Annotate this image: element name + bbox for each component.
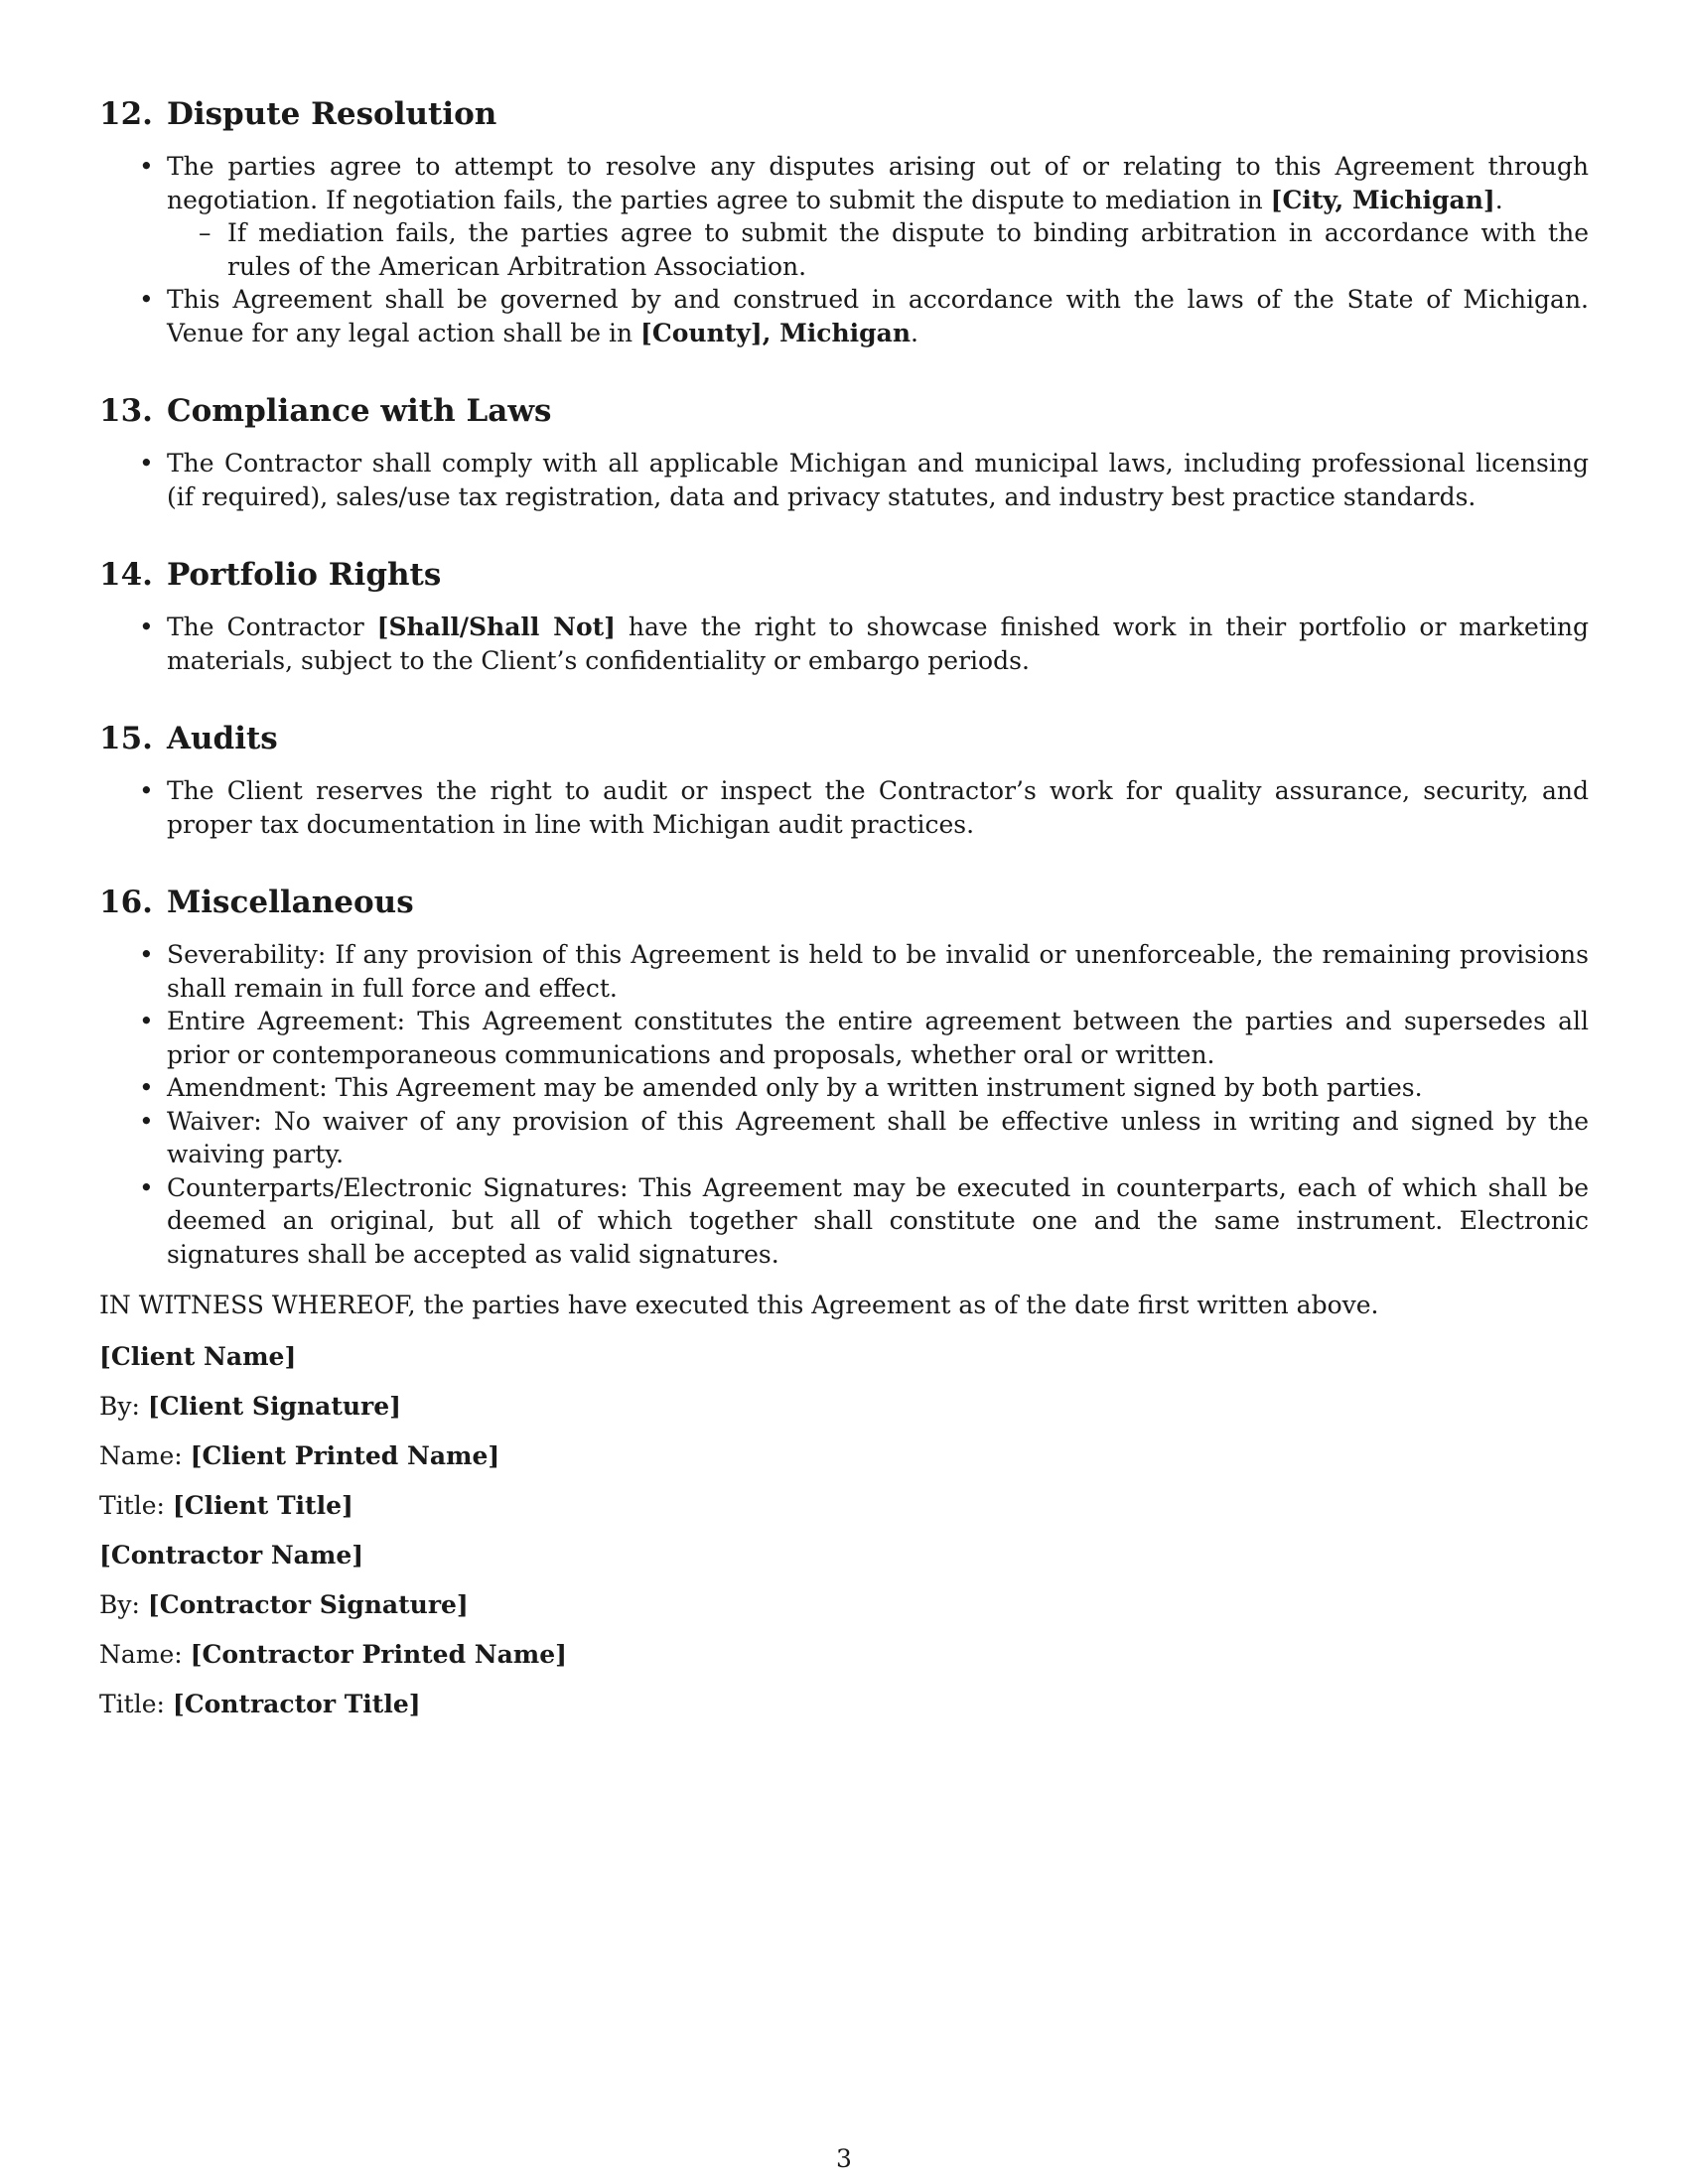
list-item: • Counterparts/Electronic Signatures: This Agreement may be executed in counterparts, each of which shall be deemed an original, but all of which together shall constitute one and the same instrument. Electronic signatures shall be accepted as valid signatures. bbox=[99, 1171, 1589, 1272]
signature-block-contractor bbox=[99, 1539, 1589, 1721]
section-heading bbox=[99, 555, 1589, 595]
sub-list-item: – If mediation fails, the parties agree to submit the dispute to binding arbitration in accordance with the rules of the American Arbitration Association. bbox=[167, 216, 1589, 283]
signature-block-client bbox=[99, 1340, 1589, 1523]
section-title: Audits bbox=[166, 721, 278, 756]
contractor-printed-name-line: Name: [Contractor Printed Name] bbox=[99, 1639, 567, 1669]
section-audits bbox=[99, 719, 1589, 841]
section-dispute-resolution bbox=[99, 94, 1589, 349]
section-heading bbox=[99, 883, 1589, 922]
section-miscellaneous bbox=[99, 883, 1589, 1271]
section-portfolio-rights bbox=[99, 555, 1589, 677]
section-list bbox=[99, 938, 1589, 1271]
contractor-signature-line: By: [Contractor Signature] bbox=[99, 1589, 469, 1619]
section-number: 12. bbox=[99, 96, 153, 132]
section-number: 13. bbox=[99, 393, 153, 429]
placeholder-field: [County], Michigan bbox=[640, 318, 912, 347]
section-title: Portfolio Rights bbox=[166, 557, 442, 593]
section-heading bbox=[99, 719, 1589, 758]
section-number: 15. bbox=[99, 721, 153, 756]
section-heading bbox=[99, 94, 1589, 134]
placeholder-field: [City, Michigan] bbox=[1270, 185, 1495, 214]
client-printed-name-line: Name: [Client Printed Name] bbox=[99, 1440, 500, 1470]
section-title: Dispute Resolution bbox=[166, 96, 497, 132]
document-page bbox=[99, 94, 1589, 1737]
section-title: Miscellaneous bbox=[166, 885, 414, 920]
section-list bbox=[99, 447, 1589, 513]
list-item: • Entire Agreement: This Agreement constitutes the entire agreement between the parties and supersedes all prior or contemporaneous communications and proposals, whether oral or written. bbox=[99, 1005, 1589, 1071]
list-item: • The Contractor shall comply with all applicable Michigan and municipal laws, including professional licensing (if required), sales/use tax registration, data and privacy statutes, and industry best practice standards. bbox=[99, 447, 1589, 513]
section-heading bbox=[99, 391, 1589, 431]
list-item: • Severability: If any provision of this Agreement is held to be invalid or unenforceable, the remaining provisions shall remain in full force and effect. bbox=[99, 938, 1589, 1005]
list-item: • Waiver: No waiver of any provision of this Agreement shall be effective unless in writing and signed by the waiving party. bbox=[99, 1105, 1589, 1171]
section-title: Compliance with Laws bbox=[166, 393, 552, 429]
section-compliance-with-laws bbox=[99, 391, 1589, 513]
witness-clause: IN WITNESS WHEREOF, the parties have executed this Agreement as of the date first written above. bbox=[99, 1291, 1379, 1319]
list-item: • The parties agree to attempt to resolve any disputes arising out of or relating to this Agreement through negotiation. If negotiation fails, the parties agree to submit the dispute to mediation in [City, Michigan]. – If mediation fails, the parties agree to submit the dispute to binding arbitration in accordance with the rules of the American Arbitration Association. bbox=[99, 150, 1589, 283]
section-number: 16. bbox=[99, 885, 153, 920]
list-item: • Amendment: This Agreement may be amended only by a written instrument signed by both parties. bbox=[99, 1071, 1589, 1105]
section-number: 14. bbox=[99, 557, 153, 593]
sub-list bbox=[167, 216, 1589, 283]
contractor-title-line: Title: [Contractor Title] bbox=[99, 1689, 421, 1718]
list-item: • The Contractor [Shall/Shall Not] have the right to showcase finished work in their portfolio or marketing materials, subject to the Client’s confidentiality or embargo periods. bbox=[99, 611, 1589, 677]
client-name: [Client Name] bbox=[99, 1341, 297, 1371]
page-number: 3 bbox=[836, 2144, 852, 2173]
client-title-line: Title: [Client Title] bbox=[99, 1490, 353, 1520]
section-list bbox=[99, 150, 1589, 349]
placeholder-field: [Shall/Shall Not] bbox=[376, 613, 617, 641]
section-list bbox=[99, 774, 1589, 841]
list-item: • The Client reserves the right to audit or inspect the Contractor’s work for quality assurance, security, and proper tax documentation in line with Michigan audit practices. bbox=[99, 774, 1589, 841]
client-signature-line: By: [Client Signature] bbox=[99, 1391, 401, 1421]
list-item: • This Agreement shall be governed by and construed in accordance with the laws of the State of Michigan. Venue for any legal action shall be in [County], Michigan. bbox=[99, 283, 1589, 349]
section-list bbox=[99, 611, 1589, 677]
contractor-name: [Contractor Name] bbox=[99, 1540, 364, 1570]
